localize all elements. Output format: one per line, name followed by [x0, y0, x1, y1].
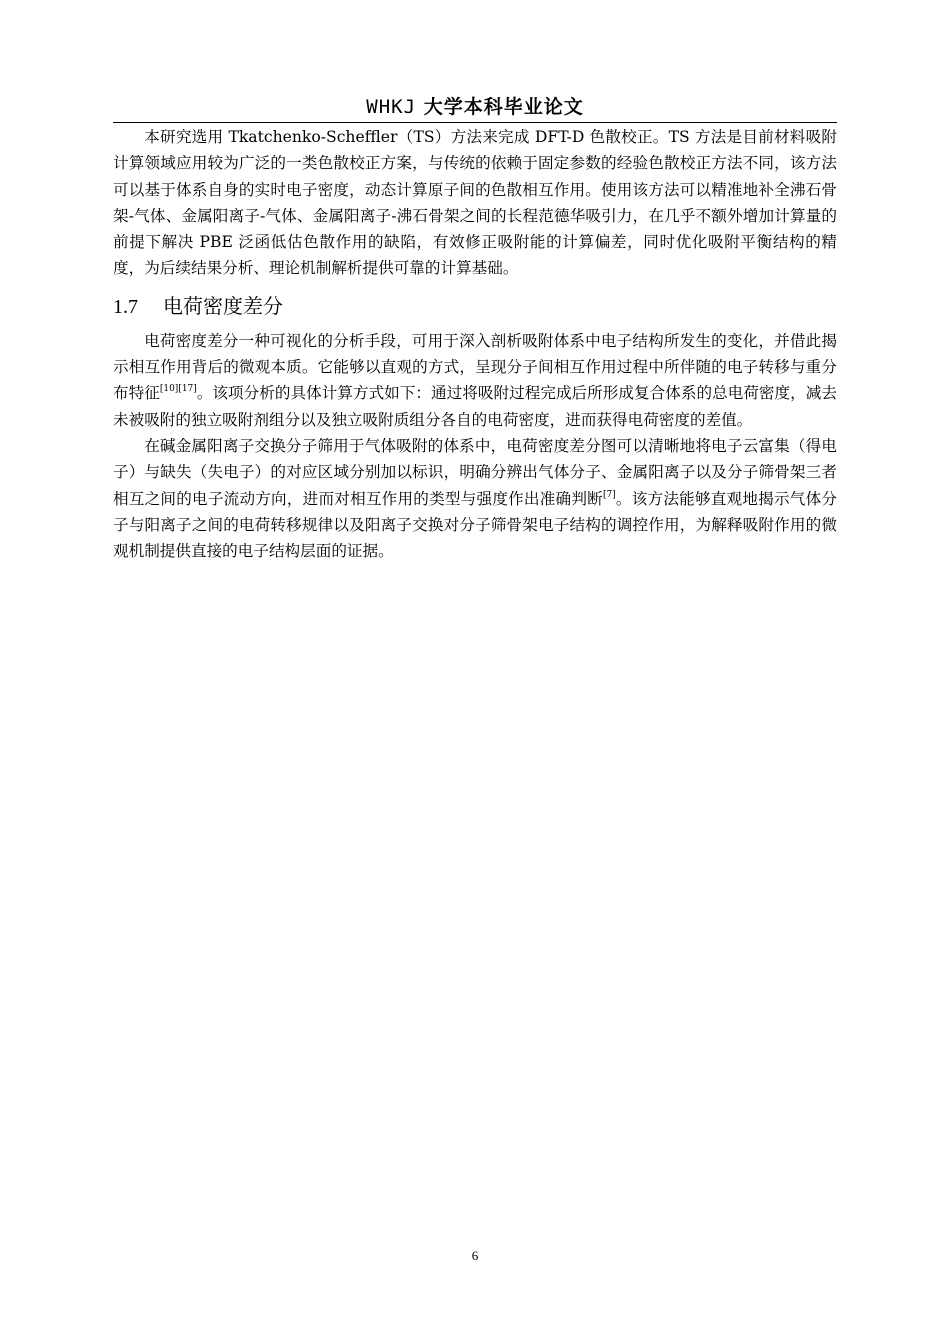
paragraph-charge-density-intro	[113, 328, 837, 433]
paragraph-text: 。该方法能够直观地揭示气体分子与阳离子之间的电荷转移规律以及阳离子交换对分子筛骨架电子结构的调控作用，为解释吸附作用的微观机制提供直接的电子结构层面的证据。	[113, 489, 837, 561]
paragraph-text: 在碱金属阳离子交换分子筛用于气体吸附的体系中，电荷密度差分图可以清晰地将电子云富集（得电子）与缺失（失电子）的对应区域分别加以标识，明确分辨出气体分子、金属阳离子以及分子筛骨架三者相互之间的电子流动方向，进而对相互作用的类型与强度作出准确判断	[113, 436, 837, 508]
header-latin: WHKJ	[366, 96, 417, 118]
section-number: 1.7	[113, 295, 138, 318]
header-title-cn: 大学本科毕业论文	[423, 96, 584, 118]
section-title: 电荷密度差分	[163, 293, 283, 318]
paragraph-text: 。该项分析的具体计算方式如下：通过将吸附过程完成后所形成复合体系的总电荷密度，减去未被吸附的独立吸附剂组分以及独立吸附质组分各自的电荷密度，进而获得电荷密度的差值。	[113, 384, 837, 429]
body-text	[113, 124, 837, 564]
page-header	[113, 92, 837, 123]
section-heading	[113, 293, 837, 320]
paragraph-text: 电荷密度差分一种可视化的分析手段，可用于深入剖析吸附体系中电子结构所发生的变化，并借此揭示相互作用背后的微观本质。它能够以直观的方式，呈现分子间相互作用过程中所伴随的电子转移与重分布特征	[113, 331, 837, 403]
citation: [7]	[602, 489, 616, 500]
citation: [10][17]	[159, 384, 197, 395]
header-title	[366, 96, 583, 118]
page-number: 6	[471, 1248, 479, 1263]
paragraph-ts-method: 本研究选用 Tkatchenko-Scheffler（TS）方法来完成 DFT-D 色散校正。TS 方法是目前材料吸附计算领域应用较为广泛的一类色散校正方案，与传统的依赖于固定参数的经验色散校正方法不同，该方法可以基于体系自身的实时电子密度，动态计算原子间的色散相互作用。使用该方法可以精准地补全沸石骨架-气体、金属阳离子-气体、金属阳离子-沸石骨架之间的长程范德华吸引力，在几乎不额外增加计算量的前提下解决 PBE 泛函低估色散作用的缺陷，有效修正吸附能的计算偏差，同时优化吸附平衡结构的精度，为后续结果分析、理论机制解析提供可靠的计算基础。	[113, 128, 837, 278]
paragraph-charge-density-application	[113, 433, 837, 564]
